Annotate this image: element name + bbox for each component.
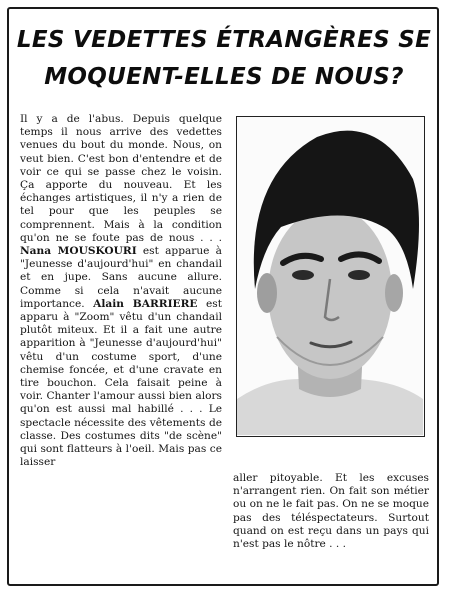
article-column-left xyxy=(20,113,222,469)
artist-name-mouskouri: Nana MOUSKOURI xyxy=(20,245,137,258)
article-column-right xyxy=(233,472,429,551)
intro-paragraph: Il y a de l'abus. Depuis quelque temps il nous arrive des vedettes venues du bout du monde. Nous, on veut bien. C'est bon d'entendre et de voir ce qui se passe chez le voisin. Ça apporte du nouveau. Et les échanges artistiques, il n'y a rien de tel pour que les peuples se comprennent. Mais à la condition qu'on ne se foute pas de nous . . . xyxy=(20,113,222,244)
headline-line-2: MOQUENT-ELLES DE NOUS? xyxy=(44,64,404,90)
portrait-face xyxy=(268,207,392,379)
portrait-eye-right xyxy=(348,270,370,280)
headline-line-1: LES VEDETTES ÉTRANGÈRES SE xyxy=(16,27,432,53)
portrait-eye-left xyxy=(292,270,314,280)
closing-paragraph: aller pitoyable. Et les excuses n'arrangent rien. On fait son métier ou on ne le fait pas. On ne se moque pas des téléspectateurs. Surtout quand on est reçu dans un pays qui n'est pas le nôtre . . . xyxy=(233,472,429,551)
portrait-ear-left xyxy=(257,273,277,313)
barriere-paragraph: est apparu à "Zoom" vêtu d'un chandail plutôt miteux. Et il a fait une autre apparition à "Jeunesse d'aujourd'hui" vêtu d'un costume sport, d'une chemise foncée, et d'une cravate en tire bouchon. Cela faisait peine à voir. Chanter l'amour aussi bien alors qu'on est aussi mal habillé . . . Le spectacle nécessite des vêtements de classe. Des costumes dits "de scène" qui sont flatteurs à l'oeil. Mais pas ce laisser xyxy=(20,297,222,469)
artist-name-barriere: Alain BARRIERE xyxy=(93,297,198,310)
headline xyxy=(10,22,438,96)
mouskouri-paragraph: est apparue à "Jeunesse d'aujourd'hui" en chandail et en jupe. Sans aucune allure. Comme si cela n'avait aucune importance. xyxy=(20,245,222,310)
portrait-photo xyxy=(236,116,425,437)
portrait-ear-right xyxy=(385,274,403,312)
